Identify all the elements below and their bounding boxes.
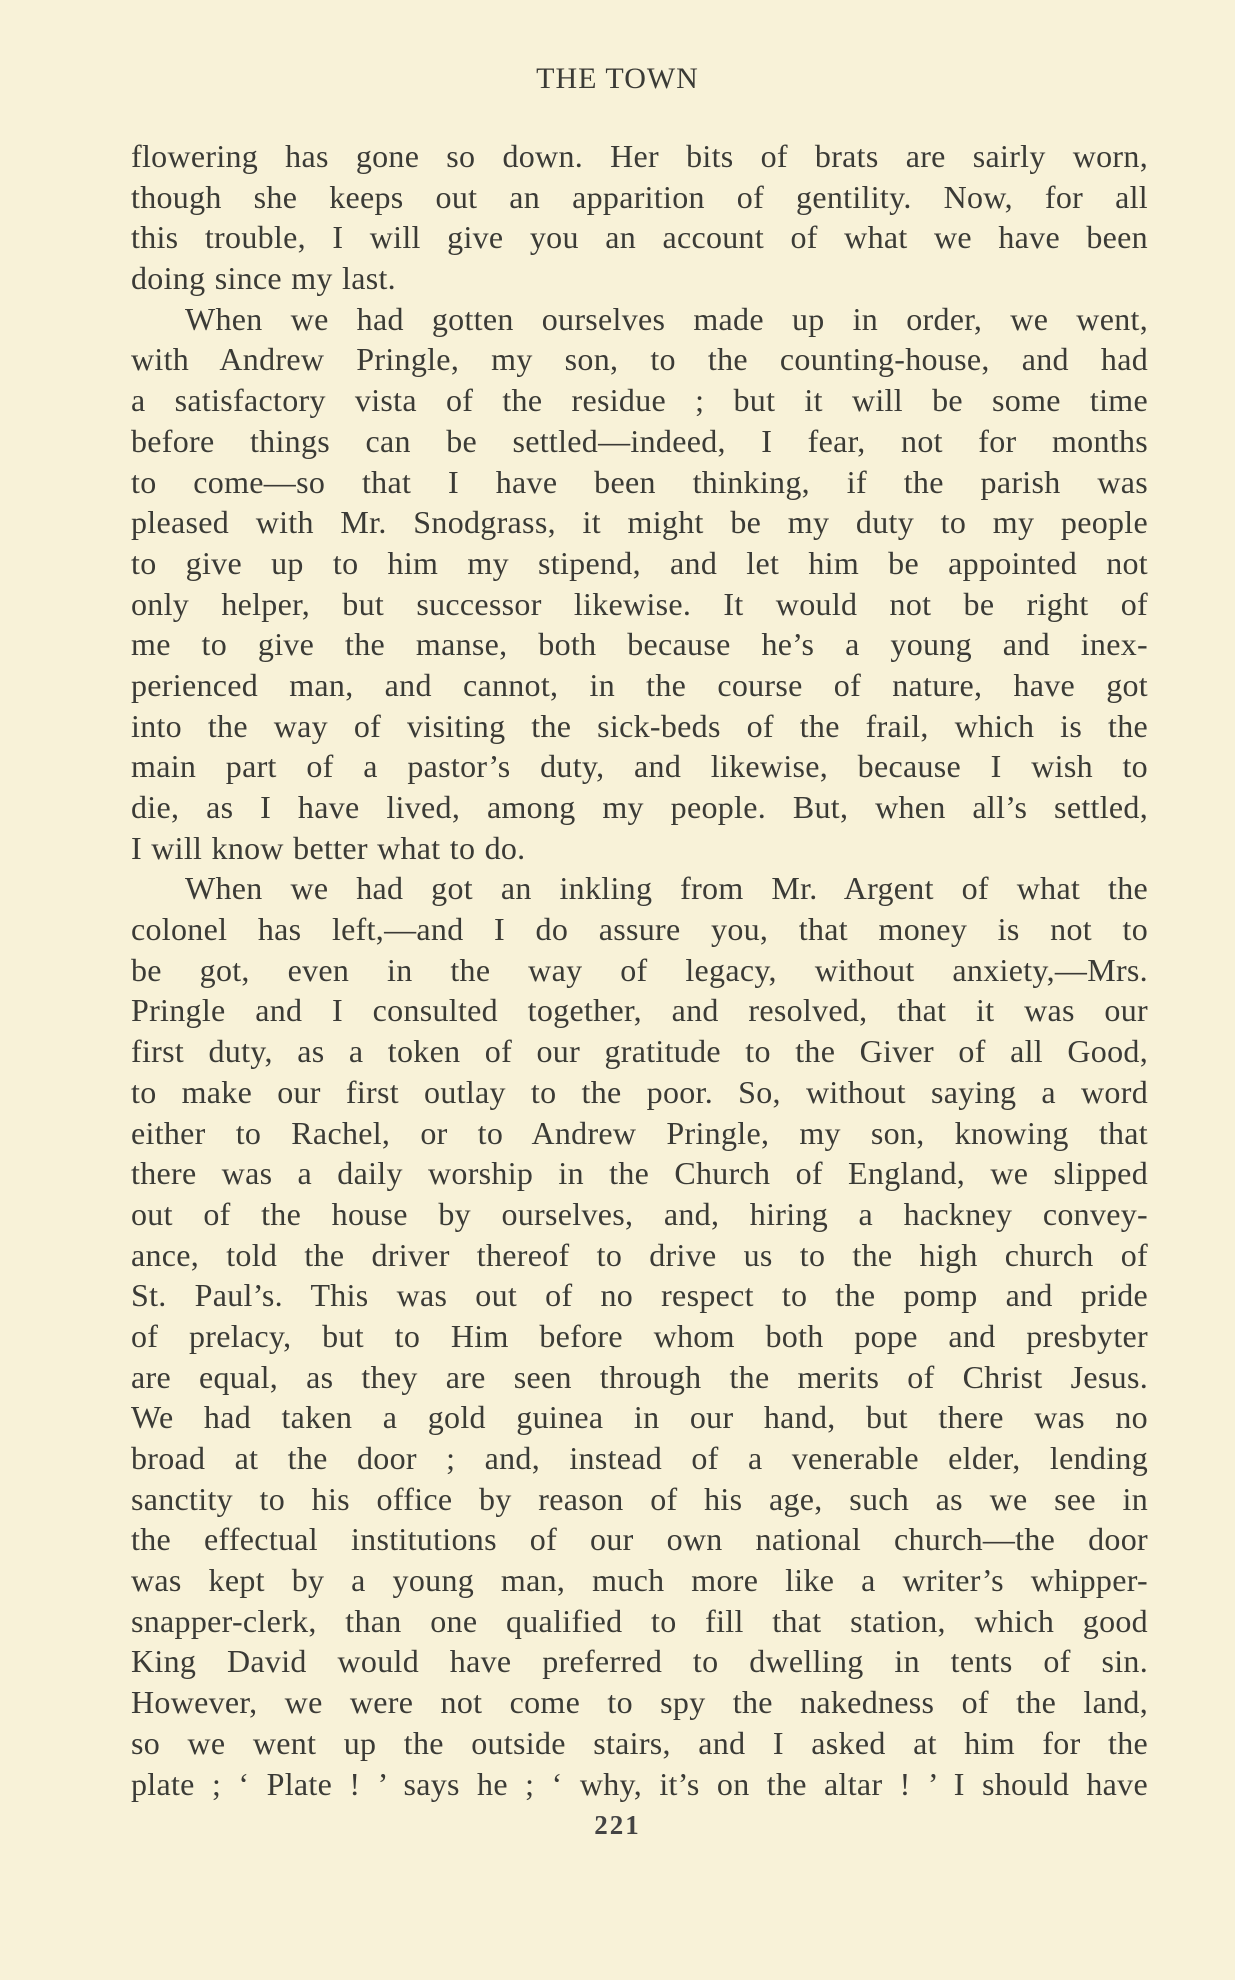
text-line: However, we were not come to spy the nakedness of the land, [131,1684,1148,1721]
text-line: main part of a pastor’s duty, and likewise, because I wish to [131,748,1148,785]
text-line: me to give the manse, both because he’s a young and inex- [131,626,1148,663]
text-line: there was a daily worship in the Church of England, we slipped [131,1155,1148,1192]
text-line: colonel has left,—and I do assure you, that money is not to [131,911,1148,948]
text-line: doing since my last. [131,260,396,297]
text-line: die, as I have lived, among my people. But, when all’s settled, [131,789,1148,825]
text-line: a satisfactory vista of the residue ; but it will be some time [131,382,1148,419]
text-line: Pringle and I consulted together, and resolved, that it was our [131,992,1148,1029]
text-line: before things can be settled—indeed, I fear, not for months [131,422,1148,459]
text-line: though she keeps out an apparition of gentility. Now, for all [131,178,1148,215]
text-line: When we had got an inkling from Mr. Argent of what the [185,870,1148,907]
text-line: perienced man, and cannot, in the course of nature, have got [131,666,1148,703]
text-line: flowering has gone so down. Her bits of brats are sairly worn, [131,138,1148,174]
text-line: was kept by a young man, much more like a writer’s whipper- [131,1562,1148,1599]
page-number: 221 [594,1810,641,1840]
text-line: sanctity to his office by reason of his age, such as we see in [131,1480,1148,1517]
text-line: this trouble, I will give you an account of what we have been [131,219,1148,256]
text-line: I will know better what to do. [131,829,526,866]
text-line: are equal, as they are seen through the merits of Christ Jesus. [131,1358,1148,1395]
text-line: so we went up the outside stairs, and I asked at him for the [131,1724,1148,1761]
text-line: plate ; ‘ Plate ! ’ says he ; ‘ why, it’s on the altar ! ’ I should have [131,1765,1148,1802]
text-line: St. Paul’s. This was out of no respect to the pomp and pride [131,1277,1148,1314]
text-line: snapper-clerk, than one qualified to fill that station, which good [131,1602,1148,1639]
text-line: out of the house by ourselves, and, hiring a hackney convey- [131,1195,1148,1232]
text-line: only helper, but successor likewise. It would not be right of [131,585,1148,622]
text-line: We had taken a gold guinea in our hand, but there was no [131,1399,1148,1436]
text-line: with Andrew Pringle, my son, to the counting-house, and had [131,341,1148,378]
text-line: ance, told the driver thereof to drive us to the high church of [131,1236,1148,1273]
text-line: of prelacy, but to Him before whom both pope and presbyter [131,1317,1148,1354]
body-text [131,136,1148,1804]
text-line: to give up to him my stipend, and let him be appointed not [131,544,1148,581]
text-line: the effectual institutions of our own national church—the door [131,1521,1148,1558]
text-line: pleased with Mr. Snodgrass, it might be my duty to my people [131,504,1148,541]
text-line: either to Rachel, or to Andrew Pringle, my son, knowing that [131,1114,1148,1151]
text-line: broad at the door ; and, instead of a venerable elder, lending [131,1440,1148,1476]
text-line: to make our first outlay to the poor. So, without saying a word [131,1073,1148,1110]
text-line: be got, even in the way of legacy, without anxiety,—Mrs. [131,951,1148,988]
text-line: King David would have preferred to dwelling in tents of sin. [131,1643,1148,1680]
running-header: THE TOWN [536,62,699,95]
text-line: first duty, as a token of our gratitude to the Giver of all Good, [131,1033,1148,1070]
text-line: to come—so that I have been thinking, if the parish was [131,463,1148,500]
text-line: When we had gotten ourselves made up in order, we went, [185,300,1148,337]
text-line: into the way of visiting the sick-beds of the frail, which is the [131,707,1148,744]
